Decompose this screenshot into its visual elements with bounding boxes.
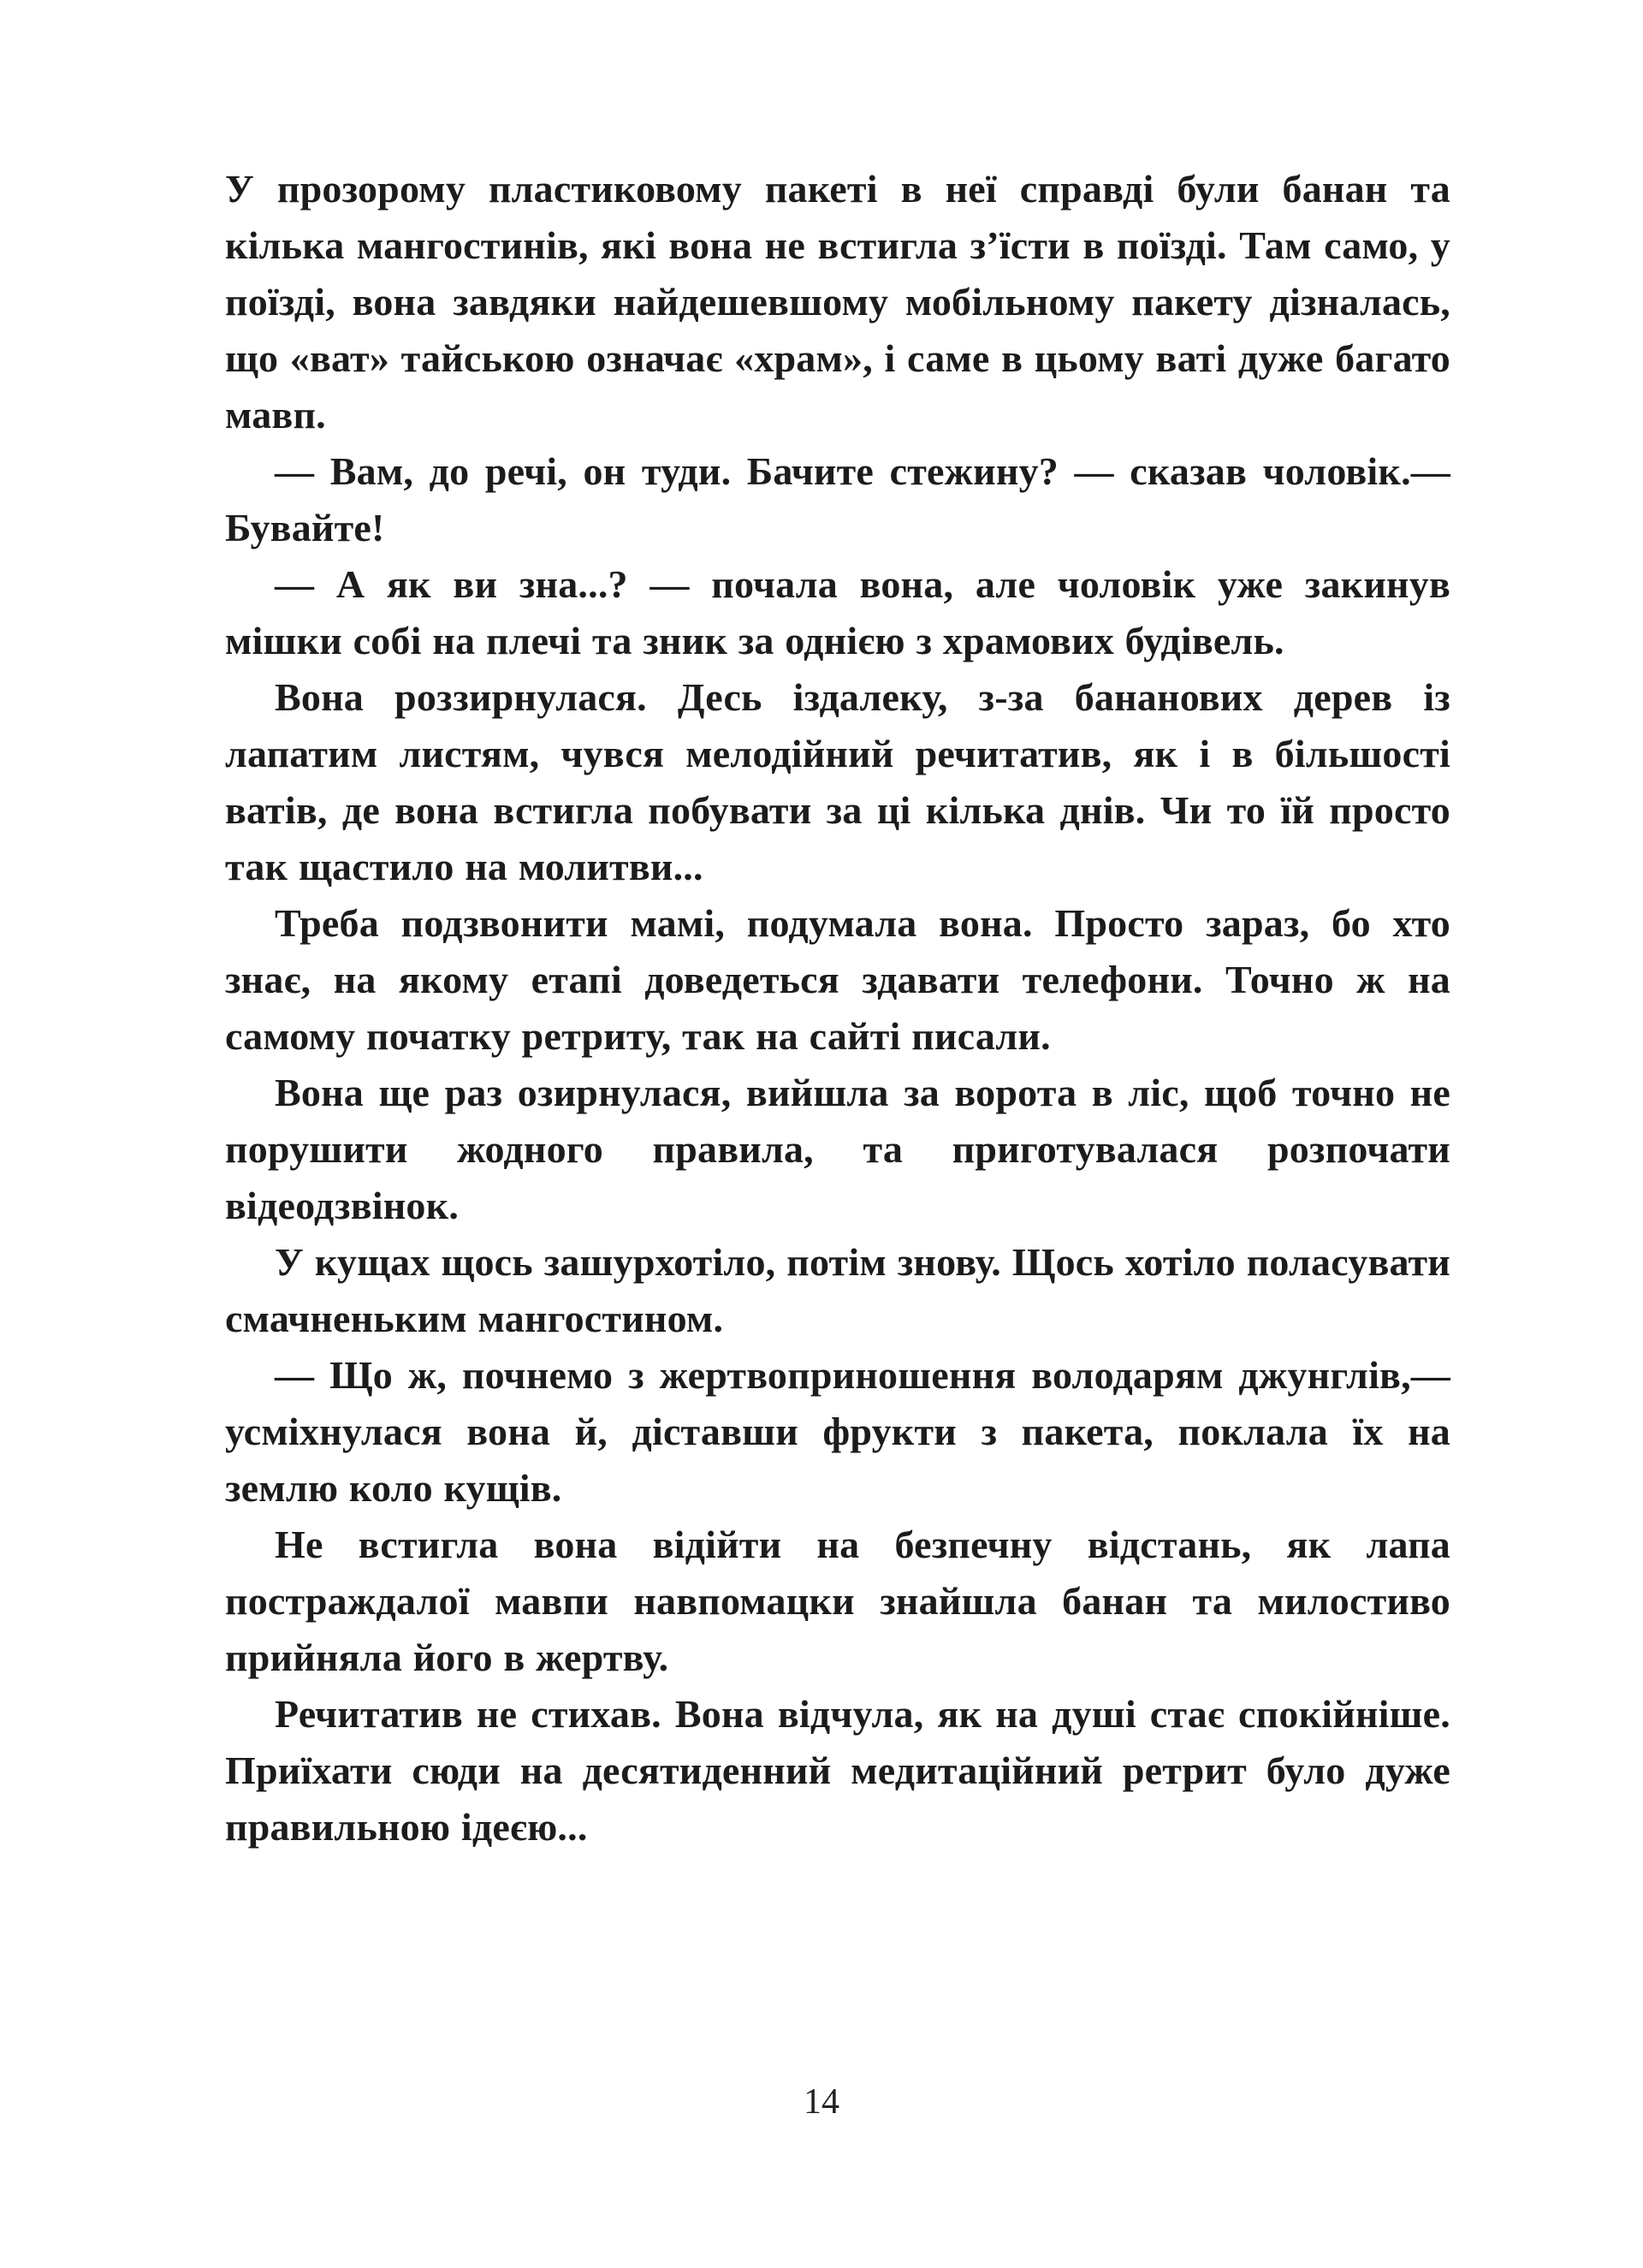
paragraph: Вона роззирнулася. Десь іздалеку, з-за бананових дерев із лапатим листям, чувся мелодійний речитатив, як і в більшості ватів, де вона встигла побувати за ці кілька днів. Чи то їй просто так щастило на молитви... <box>225 675 1450 888</box>
paragraph: — Вам, до речі, он туди. Бачите стежину? — сказав чоловік.— Бувайте! <box>225 449 1450 549</box>
paragraph: Треба подзвонити мамі, подумала вона. Просто зараз, бо хто знає, на якому етапі доведеться здавати телефони. Точно ж на самому початку ретриту, так на сайті писали. <box>225 901 1450 1058</box>
text-block <box>225 161 1450 1855</box>
paragraph: У прозорому пластиковому пакеті в неї справді були банан та кілька мангостинів, які вона не встигла з’їсти в поїзді. Там само, у поїзді, вона завдяки найдешевшому мобільному пакету дізналась, що «ват» тайською означає «храм», і саме в цьому ваті дуже багато мавп. <box>225 167 1450 436</box>
paragraph: Не встигла вона відійти на безпечну відстань, як лапа постраждалої мавпи навпомацки знайшла банан та милостиво прийняла його в жертву. <box>225 1523 1450 1679</box>
paragraph: — Що ж, почнемо з жертвоприношення володарям джунглів,— усміхнулася вона й, діставши фрукти з пакета, поклала їх на землю коло кущів. <box>225 1353 1450 1510</box>
paragraph: У кущах щось зашурхотіло, потім знову. Щось хотіло поласувати смачненьким мангостином. <box>225 1240 1450 1340</box>
page-number: 14 <box>804 2082 839 2122</box>
paragraph: Речитатив не стихав. Вона відчула, як на душі стає спокійніше. Приїхати сюди на десятиденний медитаційний ретрит було дуже правильною ідеєю... <box>225 1692 1450 1849</box>
paragraph: Вона ще раз озирнулася, вийшла за ворота в ліс, щоб точно не порушити жодного правила, та приготувалася розпочати відеодзвінок. <box>225 1071 1450 1227</box>
paragraph: — А як ви зна...? — почала вона, але чоловік уже закинув мішки собі на плечі та зник за однією з храмових будівель. <box>225 562 1450 662</box>
